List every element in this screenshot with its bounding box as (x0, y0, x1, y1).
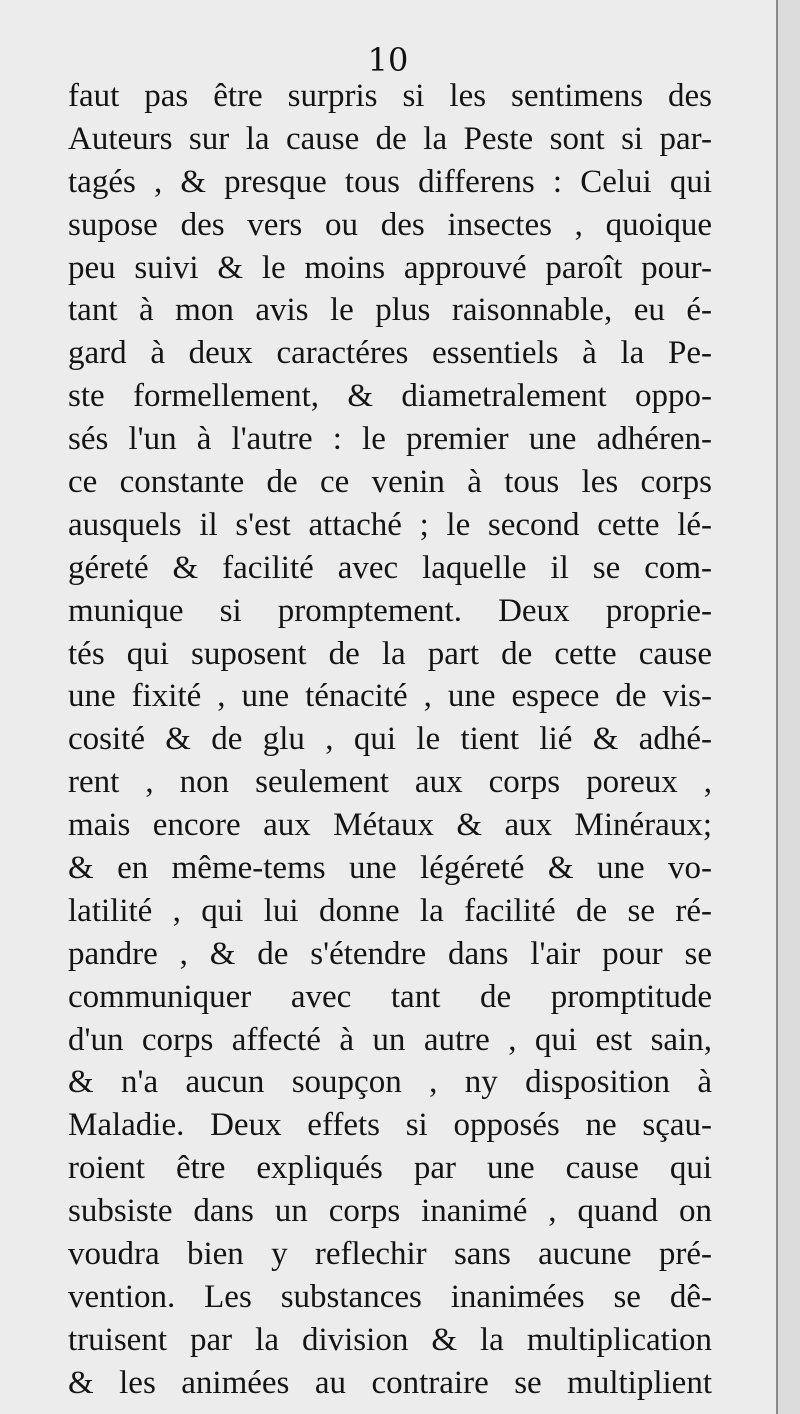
text-line: ausquels il s'est attaché ; le second cette lé- (68, 506, 712, 543)
text-line: faut pas être surpris si les sentimens des (68, 78, 712, 114)
text-line: & n'a aucun soupçon , ny disposition à (68, 1064, 712, 1101)
text-line: Maladie. Deux effets si opposés ne sçau- (68, 1107, 712, 1144)
text-line: rent , non seulement aux corps poreux , (68, 764, 712, 801)
text-line: supose des vers ou des insectes , quoique (68, 206, 712, 243)
text-line: ce constante de ce venin à tous les corps (68, 464, 712, 501)
text-line: & en même-tems une légéreté & une vo- (68, 850, 712, 887)
text-line: munique si promptement. Deux proprie- (68, 592, 712, 629)
text-line: mais encore aux Métaux & aux Minéraux; (68, 807, 712, 844)
text-line: subsiste dans un corps inanimé , quand on (68, 1193, 712, 1230)
text-line: sés l'un à l'autre : le premier une adhéren- (68, 421, 712, 458)
text-line: d'un corps affecté à un autre , qui est sain, (68, 1021, 712, 1058)
text-line: tant à mon avis le plus raisonnable, eu é- (68, 292, 712, 329)
text-line: ste formellement, & diametralement oppo- (68, 378, 712, 415)
text-line: & les animées au contraire se multiplient (68, 1364, 712, 1401)
text-line: truisent par la division & la multiplication (68, 1321, 712, 1358)
text-line: une fixité , une ténacité , une espece de vis- (68, 678, 712, 715)
text-line: géreté & facilité avec laquelle il se com- (68, 549, 712, 586)
text-line: tés qui suposent de la part de cette cause (68, 635, 712, 672)
text-line: vention. Les substances inanimées se dê- (68, 1278, 712, 1315)
text-line: Auteurs sur la cause de la Peste sont si par- (68, 120, 712, 157)
page-number: 10 (367, 41, 409, 79)
text-line: pandre , & de s'étendre dans l'air pour se (68, 935, 712, 972)
text-line: tagés , & presque tous differens : Celui qui (68, 163, 712, 200)
text-line: gard à deux caractéres essentiels à la Pe- (68, 335, 712, 372)
text-line: latilité , qui lui donne la facilité de se ré- (68, 892, 712, 929)
text-line: voudra bien y reflechir sans aucune pré- (68, 1236, 712, 1273)
text-line: roient être expliqués par une cause qui (68, 1150, 712, 1187)
body-text (68, 75, 712, 1405)
text-line: peu suivi & le moins approuvé paroît pour- (68, 249, 712, 286)
page-edge (776, 0, 800, 1414)
text-line: cosité & de glu , qui le tient lié & adhé- (68, 721, 712, 758)
text-line: communiquer avec tant de promptitude (68, 978, 712, 1015)
